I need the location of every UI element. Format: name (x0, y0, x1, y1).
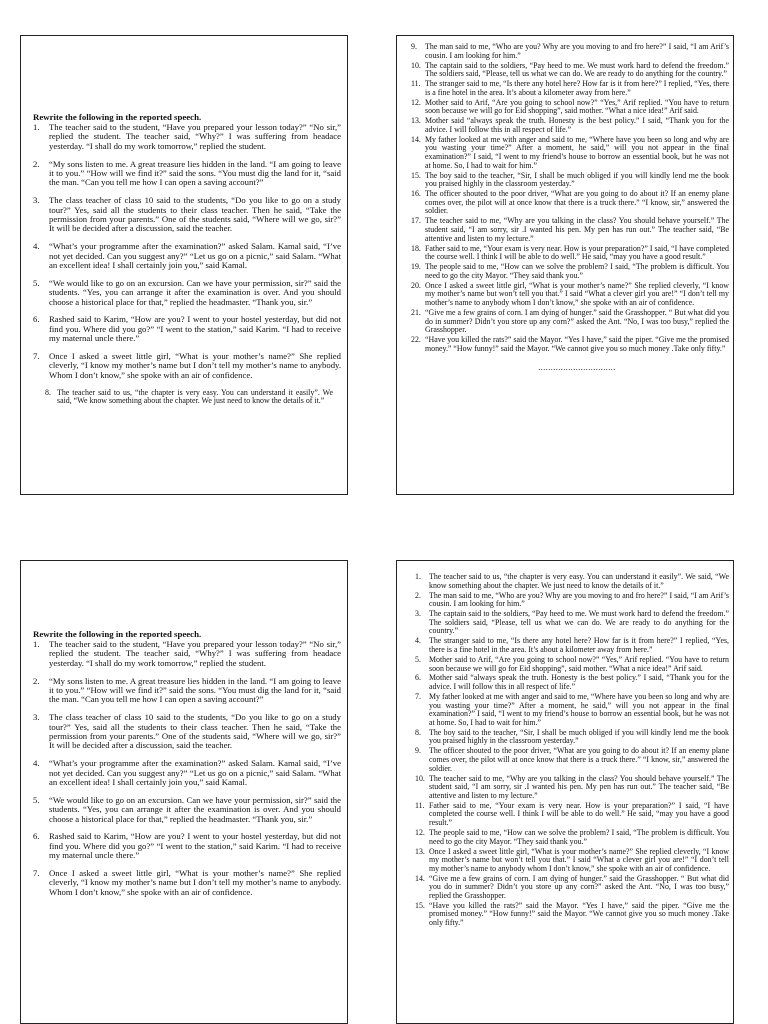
item-number: 3. (33, 712, 40, 723)
item-text: The teacher said to me, “Why are you talking in the class? You should behave yourself.” The student said, “I am sorry, sir .I wanted his pen. My pen has run out.” The teacher said, “Be attentive and listen to my lecture.” (425, 216, 729, 243)
item-number: 10. (415, 773, 425, 783)
item-text: “Have you killed the rats?” said the Mayor. “Yes I have,” said the piper. “Give me the promised money.” “How funny!” said the Mayor. “We cannot give you so much money .Take only fifty.” (429, 900, 729, 928)
item-text: The people said to me, “How can we solve the problem? I said, “The problem is difficult. You need to go the city Mayor. “They said thank you.” (429, 827, 729, 846)
item-number: 1. (415, 572, 421, 581)
item-number: 6. (33, 314, 40, 325)
question-item (405, 674, 729, 691)
worksheet-heading: Rewrite the following in the reported speech. (33, 112, 202, 122)
question-item (31, 869, 341, 897)
item-number: 3. (415, 609, 421, 619)
question-item (31, 352, 341, 380)
item-text: Father said to me, “Your exam is very near. How is your preparation?” I said, “I have completed the course well. I think I will be able to do well.” He said, “may you have a good result.” (425, 243, 729, 262)
item-text: The officer shouted to the poor driver, “What are you going to do about it? If an enemy plane comes over, the pilot will at once know that there is a truck there.” “I know, sir,” answered the soldier. (429, 746, 729, 773)
item-text: “We would like to go on an excursion. Can we have your permission, sir?” said the students. “Yes, you can arrange it after the examination is over. And you should choose a historical place for that,” replied the headmaster. “Thank you, sir.” (49, 794, 341, 824)
question-item (405, 829, 729, 846)
item-number: 19. (411, 262, 421, 272)
item-text: The man said to me, “Who are you? Why are you moving to and fro here?” I said, “I am Arif’s cousin. I am looking for him.” (425, 42, 729, 60)
question-item (405, 245, 729, 262)
question-item (405, 99, 729, 116)
item-text: The stranger said to me, “Is there any hotel here? How far is it from here?” I replied, “Yes, there is a fine hotel in the area. It’s about a kilometer away from here.” (425, 79, 729, 97)
item-number: 6. (415, 673, 421, 683)
item-text: The teacher said to the student, “Have you prepared your lesson today?” “No sir,” replied the student. The teacher said, “Why?” I was suffering from headace yesterday. “I shall do my work tomorrow,” replied the student. (49, 122, 341, 151)
question-item (31, 242, 341, 270)
item-number: 2. (33, 675, 40, 686)
item-number: 17. (411, 216, 421, 226)
item-number: 14. (415, 873, 425, 883)
item-text: My father looked at me with anger and said to me, “Where have you been so long and why are you wasting your time?” After a moment, he said,” will you not appear in the final examination?” I said, “I went to my friend’s house to borrow an essential book, but he was not at home. So, I had to wait for him.” (425, 134, 729, 170)
item-text: The teacher said to the student, “Have you prepared your lesson today?” “No sir,” replied the student. The teacher said, “Why?” I was suffering from headace yesterday. “I shall do my work tomorrow,” replied the student. (49, 639, 341, 668)
item-text: The teacher said to us, “the chapter is very easy. You can understand it easily”. We said, “We know something about the chapter. We just need to know the details of it.” (57, 387, 333, 406)
item-text: Rashed said to Karim, “How are you? I went to your hostel yesterday, but did not find you. Where did you go?” “I went to the station,” said Karim. “I had to receive my maternal uncle there.” (49, 831, 341, 861)
question-item (405, 309, 729, 335)
item-number: 12. (411, 97, 421, 107)
item-number: 9. (415, 746, 421, 756)
question-list (31, 123, 341, 380)
item-number: 8. (45, 387, 51, 397)
question-item (31, 796, 341, 824)
question-item (405, 80, 729, 97)
question-item (405, 775, 729, 801)
item-number: 22. (411, 335, 421, 345)
item-text: The people said to me, “How can we solve the problem? I said, “The problem is difficult. You need to go the city Mayor. “They said thank you.” (425, 262, 729, 280)
item-text: “Give me a few grains of corn. I am dying of hunger.” said the Grasshopper. “ But what did you do in summer? Didn’t you store up any corn?” asked the Ant. “No, I was too busy,” replied the Grasshopper. (429, 873, 729, 900)
item-number: 15. (411, 170, 421, 180)
item-text: The captain said to the soldiers, “Pay heed to me. We must work hard to defend the freedom.” The soldiers said, “Please, tell us what we can do. We are ready to do anything for the country.” (429, 609, 729, 636)
item-number: 7. (415, 692, 421, 702)
question-item (405, 136, 729, 170)
end-marker: ............................... (538, 363, 616, 373)
item-text: The officer shouted to the poor driver, “What are you going to do about it? If an enemy plane comes over, the pilot will at once know that there is a truck there.” “I know, sir,” answered the soldier. (425, 189, 729, 216)
item-text: The boy said to the teacher, “Sir, I shall be much obliged if you will kindly lend me the book you praised highly in the classroom yesterday.” (425, 170, 729, 189)
item-number: 7. (33, 868, 40, 879)
item-text: Once I asked a sweet little girl, “What is your mother’s name?” She replied cleverly, “I know my mother’s name but won’t tell you that.” I said “What a clever girl you are!” “I don’t tell my mother’s name to anybody whom I don’t know,” she spoke with an air of confidence. (425, 280, 729, 307)
page-top-right (396, 35, 734, 495)
item-number: 21. (411, 307, 421, 317)
page-top-left (20, 35, 348, 495)
question-item (405, 62, 729, 79)
question-item (405, 693, 729, 727)
item-number: 5. (415, 654, 421, 664)
question-item (405, 848, 729, 874)
item-text: Father said to me, “Your exam is very near. How is your preparation?” I said, “I have completed the course well. I think I will be able to do well.” He said, “may you have a good result.” (429, 800, 729, 827)
item-number: 13. (415, 846, 425, 856)
item-number: 1. (33, 639, 40, 649)
question-item (31, 279, 341, 307)
item-text: My father looked at me with anger and said to me, “Where have you been so long and why are you wasting your time?” After a moment, he said,” will you not appear in the final examination?” I said, “I went to my friend’s house to borrow an essential book, but he was not at home. So, I had to wait for him.” (429, 692, 729, 727)
item-number: 5. (33, 277, 40, 288)
question-item (405, 263, 729, 280)
item-number: 4. (33, 758, 40, 769)
item-number: 4. (415, 636, 421, 646)
item-text: The boy said to the teacher, “Sir, I shall be much obliged if you will kindly lend me the book you praised highly in the classroom yesterday.” (429, 727, 729, 746)
item-number: 12. (415, 827, 425, 837)
question-item (31, 315, 341, 343)
question-item (31, 677, 341, 705)
question-item (405, 729, 729, 746)
question-item (405, 117, 729, 134)
question-item (31, 123, 341, 151)
question-item (405, 610, 729, 636)
item-text: The man said to me, “Who are you? Why are you moving to and fro here?” I said, “I am Arif’s cousin. I am looking for him.” (429, 590, 729, 609)
question-item (405, 875, 729, 901)
item-text: “Have you killed the rats?” said the Mayor. “Yes I have,” said the piper. “Give me the promised money.” “How funny!” said the Mayor. “We cannot give you so much money .Take only fifty.” (425, 335, 729, 353)
item-text: “We would like to go on an excursion. Can we have your permission, sir?” said the students. “Yes, you can arrange it after the examination is over. And you should choose a historical place for that,” replied the headmaster. “Thank you, sir.” (49, 277, 341, 307)
item-number: 18. (411, 243, 421, 253)
item-number: 6. (33, 831, 40, 842)
question-item (405, 282, 729, 308)
item-text: The stranger said to me, “Is there any hotel here? How far is it from here?” I replied, “Yes, there is a fine hotel in the area. It’s about a kilometer away from here.” (429, 636, 729, 654)
question-item (31, 759, 341, 787)
question-item (405, 217, 729, 243)
item-text: The teacher said to me, “Why are you talking in the class? You should behave yourself.” The student said, “I am sorry, sir .I wanted his pen. My pen has run out.” The teacher said, “Be attentive and listen to my lecture.” (429, 773, 729, 800)
question-item (405, 637, 729, 654)
item-number: 2. (33, 158, 40, 169)
worksheet-heading: Rewrite the following in the reported speech. (33, 629, 202, 639)
page-bottom-right (396, 560, 734, 1024)
question-item (31, 640, 341, 668)
item-text: Mother said “always speak the truth. Honesty is the best policy.” I said, “Thank you for the advice. I will follow this in all respect of life.” (429, 673, 729, 692)
item-number: 2. (415, 590, 421, 600)
item-number: 3. (33, 195, 40, 206)
item-text: Once I asked a sweet little girl, “What is your mother’s name?” She replied cleverly, “I know my mother’s name but I don’t tell my mother’s name to anybody. Whom I don’t know,” she spoke with an air of confidence. (49, 351, 341, 380)
item-text: “What’s your programme after the examination?” asked Salam. Kamal said, “I’ve not yet decided. Can you suggest any?” “Let us go on a picnic,” said Salam. “What an excellent idea! I shall certainly join you,” said Kamal. (49, 241, 341, 271)
question-item (31, 832, 341, 860)
question-item (405, 336, 729, 353)
question-item (405, 190, 729, 216)
item-number: 15. (415, 900, 425, 910)
item-number: 10. (411, 60, 421, 70)
item-number: 13. (411, 116, 421, 126)
question-item (405, 573, 729, 590)
question-item (405, 592, 729, 609)
item-text: “Give me a few grains of corn. I am dying of hunger.” said the Grasshopper. “ But what did you do in summer? Didn’t you store up any corn?” asked the Ant. “No, I was too busy,” replied the Grasshopper. (425, 307, 729, 335)
item-text: “My sons listen to me. A great treasure lies hidden in the land. “I am going to leave it to you.” “How will we find it?” said the sons. “You must dig the land for it, “said the man. “Can you tell me how I can open a saving account?” (49, 675, 341, 705)
item-number: 9. (411, 42, 417, 51)
question-item (405, 902, 729, 928)
question-item (31, 713, 341, 751)
question-item (31, 160, 341, 188)
question-item (405, 172, 729, 189)
item-text: Once I asked a sweet little girl, “What is your mother’s name?” She replied cleverly, “I know my mother’s name but I don’t tell my mother’s name to anybody. Whom I don’t know,” she spoke with an air of confidence. (49, 868, 341, 897)
question-item (31, 196, 341, 234)
item-number: 20. (411, 280, 421, 290)
item-number: 16. (411, 189, 421, 199)
item-number: 1. (33, 122, 40, 132)
item-number: 4. (33, 241, 40, 252)
item-text: Mother said “always speak the truth. Honesty is the best policy.” I said, “Thank you for the advice. I will follow this in all respect of life.” (425, 116, 729, 134)
item-number: 14. (411, 134, 421, 144)
question-item (405, 747, 729, 773)
item-text: Rashed said to Karim, “How are you? I went to your hostel yesterday, but did not find you. Where did you go?” “I went to the station,” said Karim. “I had to receive my maternal uncle there.” (49, 314, 341, 344)
item-number: 11. (411, 79, 421, 89)
item-text: The class teacher of class 10 said to the students, “Do you like to go on a study tour?” Yes, said all the students to their class teacher. Then he said, “Take the permission from your parents.” One of the students said, “Where will we go, sir?” It will be decided after a discussion, said the teacher. (49, 195, 341, 234)
item-number: 7. (33, 351, 40, 362)
item-text: The teacher said to us, “the chapter is very easy. You can understand it easily”. We said, “We know something about the chapter. We just need to know the details of it.” (429, 572, 729, 590)
question-list (31, 640, 341, 897)
question-item (405, 43, 729, 60)
item-text: “My sons listen to me. A great treasure lies hidden in the land. “I am going to leave it to you.” “How will we find it?” said the sons. “You must dig the land for it, “said the man. “Can you tell me how I can open a saving account?” (49, 158, 341, 188)
item-text: Once I asked a sweet little girl, “What is your mother’s name?” She replied cleverly, “I know my mother’s name but won’t tell you that.” I said “What a clever girl you are!” “I don’t tell my mother’s name to anybody whom I don’t know,” she spoke with an air of confidence. (429, 846, 729, 873)
item-text: The captain said to the soldiers, “Pay heed to me. We must work hard to defend the freedom.” The soldiers said, “Please, tell us what we can do. We are ready to do anything for the country.” (425, 60, 729, 79)
item-text: Mother said to Arif, “Are you going to school now?” “Yes,” Arif replied. “You have to return soon because we will go for Eid shopping”, said mother. “What a nice idea!” Arif said. (425, 97, 729, 116)
question-item (405, 802, 729, 828)
question-list (405, 573, 729, 928)
page-bottom-left (20, 560, 348, 1024)
item-text: Mother said to Arif, “Are you going to school now?” “Yes,” Arif replied. “You have to return soon because we will go for Eid shopping”, said mother. “What a nice idea!” Arif said. (429, 654, 729, 673)
item-number: 5. (33, 794, 40, 805)
question-list (405, 43, 729, 353)
question-item (405, 656, 729, 673)
item-number: 11. (415, 800, 425, 810)
item-text: “What’s your programme after the examination?” asked Salam. Kamal said, “I’ve not yet decided. Can you suggest any?” “Let us go on a picnic,” said Salam. “What an excellent idea! I shall certainly join you,” said Kamal. (49, 758, 341, 788)
question-item-8 (31, 389, 341, 407)
item-text: The class teacher of class 10 said to the students, “Do you like to go on a study tour?” Yes, said all the students to their class teacher. Then he said, “Take the permission from your parents.” One of the students said, “Where will we go, sir?” It will be decided after a discussion, said the teacher. (49, 712, 341, 751)
item-number: 8. (415, 727, 421, 737)
